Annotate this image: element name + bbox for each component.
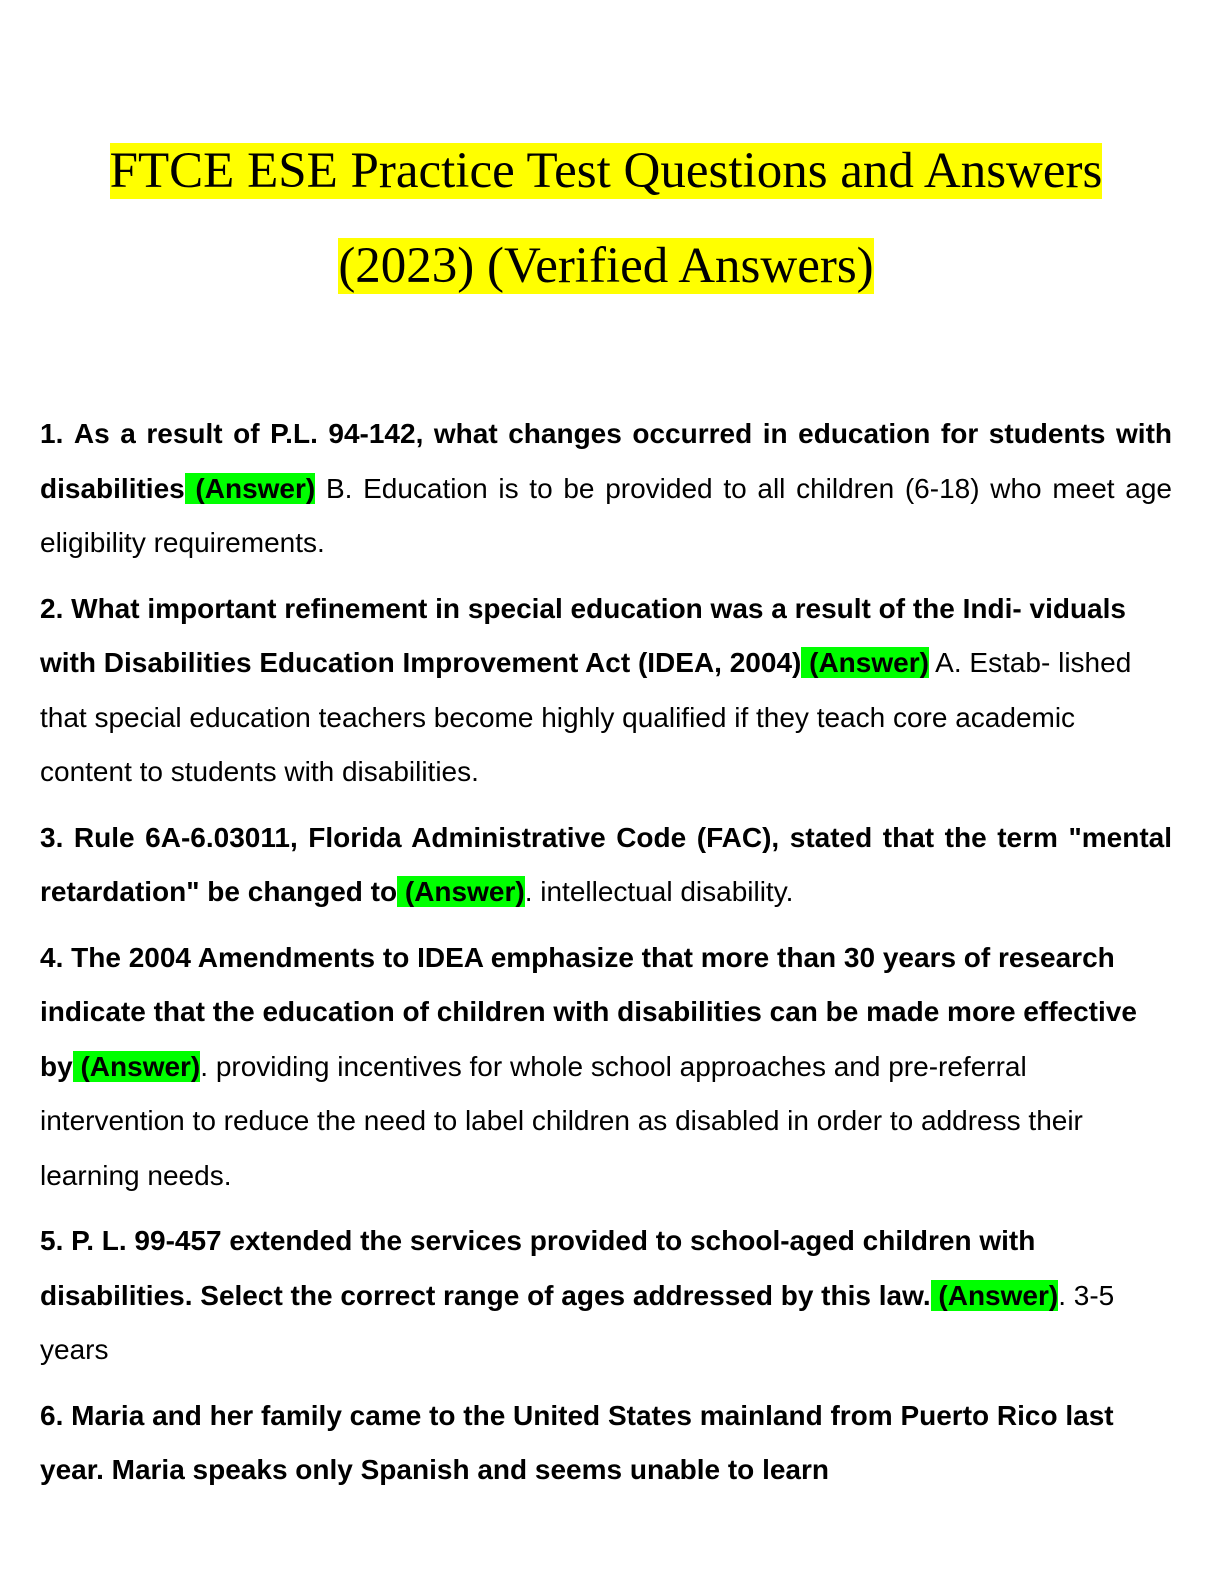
question-item: [40, 582, 1172, 800]
question-item: [40, 931, 1172, 1204]
answer-text: . intellectual disability.: [524, 876, 794, 907]
question-text: As a result of P.L. 94-142, what changes occurred in education for students with disabilities: [40, 418, 1172, 504]
title-line-2: (2023) (Verified Answers): [338, 238, 874, 294]
answer-text: . 3-5 years: [40, 1279, 1115, 1365]
answer-label: (Answer): [72, 1050, 201, 1082]
answer-label: (Answer): [930, 1279, 1059, 1311]
question-number: 2.: [40, 592, 64, 624]
question-item: [40, 407, 1172, 571]
question-text: What important refinement in special education was a result of the Indi- viduals with Disabilities Education Improvement Act (IDEA, 2004): [40, 592, 1126, 678]
answer-text: A. Estab- lished that special education teachers become highly qualified if they teach core academic content to students with disabilities.: [40, 647, 1132, 787]
title-line-1: FTCE ESE Practice Test Questions and Answers: [109, 143, 1103, 199]
document-title: [40, 124, 1172, 314]
question-item: [40, 811, 1172, 920]
question-number: 1.: [40, 418, 64, 449]
question-text: Rule 6A-6.03011, Florida Administrative Code (FAC), stated that the term "mental retardation" be changed to: [40, 821, 1172, 907]
question-item: [40, 1389, 1172, 1498]
question-number: 6.: [40, 1399, 64, 1431]
answer-text: . providing incentives for whole school approaches and pre-referral intervention to reduce the need to label children as disabled in order to address their learning needs.: [40, 1050, 1083, 1191]
answer-label: (Answer): [397, 876, 525, 907]
question-number: 5.: [40, 1225, 64, 1256]
answer-label: (Answer): [184, 472, 316, 504]
question-list: [40, 407, 1172, 1509]
question-text: The 2004 Amendments to IDEA emphasize that more than 30 years of research indicate that the education of children with disabilities can be made more effective by: [40, 941, 1137, 1082]
question-item: [40, 1214, 1172, 1378]
question-text: P. L. 99-457 extended the services provided to school-aged children with disabilities. Select the correct range of ages addressed by this law.: [40, 1225, 1036, 1311]
answer-text: B. Education is to be provided to all children (6-18) who meet age eligibility requirements.: [40, 472, 1173, 558]
answer-label: (Answer): [801, 647, 929, 678]
question-number: 3.: [40, 821, 64, 853]
question-number: 4.: [40, 941, 64, 973]
question-text: Maria and her family came to the United States mainland from Puerto Rico last year. Maria speaks only Spanish and seems unable to learn: [40, 1399, 1114, 1485]
